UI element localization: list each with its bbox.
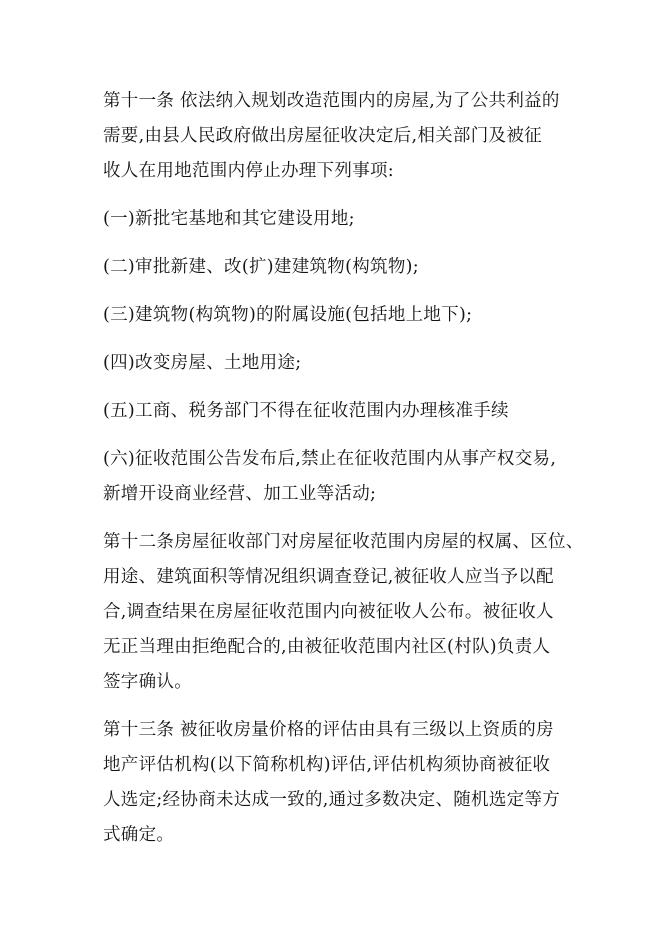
text-line: 用途、建筑面积等情况组织调查登记,被征收人应当予以配 bbox=[103, 567, 554, 587]
text-line: 人选定;经协商未达成一致的,通过多数决定、随机选定等方 bbox=[103, 790, 561, 810]
text-line: 第十二条房屋征收部门对房屋征收范围内房屋的权属、区位、 bbox=[103, 532, 584, 552]
text-line: (三)建筑物(构筑物)的附属设施(包括地上地下); bbox=[103, 305, 473, 325]
text-line: 新增开设商业经营、加工业等活动; bbox=[103, 484, 377, 504]
text-line: (二)审批新建、改(扩)建建筑物(构筑物); bbox=[103, 257, 419, 277]
text-line: (一)新批宅基地和其它建设用地; bbox=[103, 209, 355, 229]
text-line: 合,调查结果在房屋征收范围内向被征收人公布。被征收人 bbox=[103, 602, 554, 622]
list-item-3 bbox=[103, 298, 571, 333]
article-13-paragraph bbox=[103, 713, 571, 853]
text-line: 无正当理由拒绝配合的,由被征收范围内社区(村队)负责人 bbox=[103, 637, 551, 657]
text-line: (四)改变房屋、土地用途; bbox=[103, 353, 302, 373]
text-line: (五)工商、税务部门不得在征收范围内办理核准手续 bbox=[103, 401, 509, 421]
article-11-paragraph bbox=[103, 84, 571, 189]
list-item-2 bbox=[103, 250, 571, 285]
article-12-paragraph bbox=[103, 525, 584, 700]
text-line: 地产评估机构(以下简称机构)评估,评估机构须协商被征收 bbox=[103, 755, 551, 775]
text-line: 第十一条 依法纳入规划改造范围内的房屋,为了公共利益的 bbox=[103, 91, 560, 111]
text-line: 签字确认。 bbox=[103, 672, 192, 692]
text-line: (六)征收范围公告发布后,禁止在征收范围内从事产权交易, bbox=[103, 449, 557, 469]
document-body bbox=[103, 84, 584, 866]
list-item-5 bbox=[103, 394, 571, 429]
text-line: 第十三条 被征收房量价格的评估由具有三级以上资质的房 bbox=[103, 720, 554, 740]
list-item-4 bbox=[103, 346, 571, 381]
text-line: 需要,由县人民政府做出房屋征收决定后,相关部门及被征 bbox=[103, 126, 542, 146]
text-line: 式确定。 bbox=[103, 825, 175, 845]
text-line: 收人在用地范围内停止办理下列事项: bbox=[103, 161, 394, 181]
list-item-1 bbox=[103, 202, 571, 237]
list-item-6 bbox=[103, 442, 571, 512]
